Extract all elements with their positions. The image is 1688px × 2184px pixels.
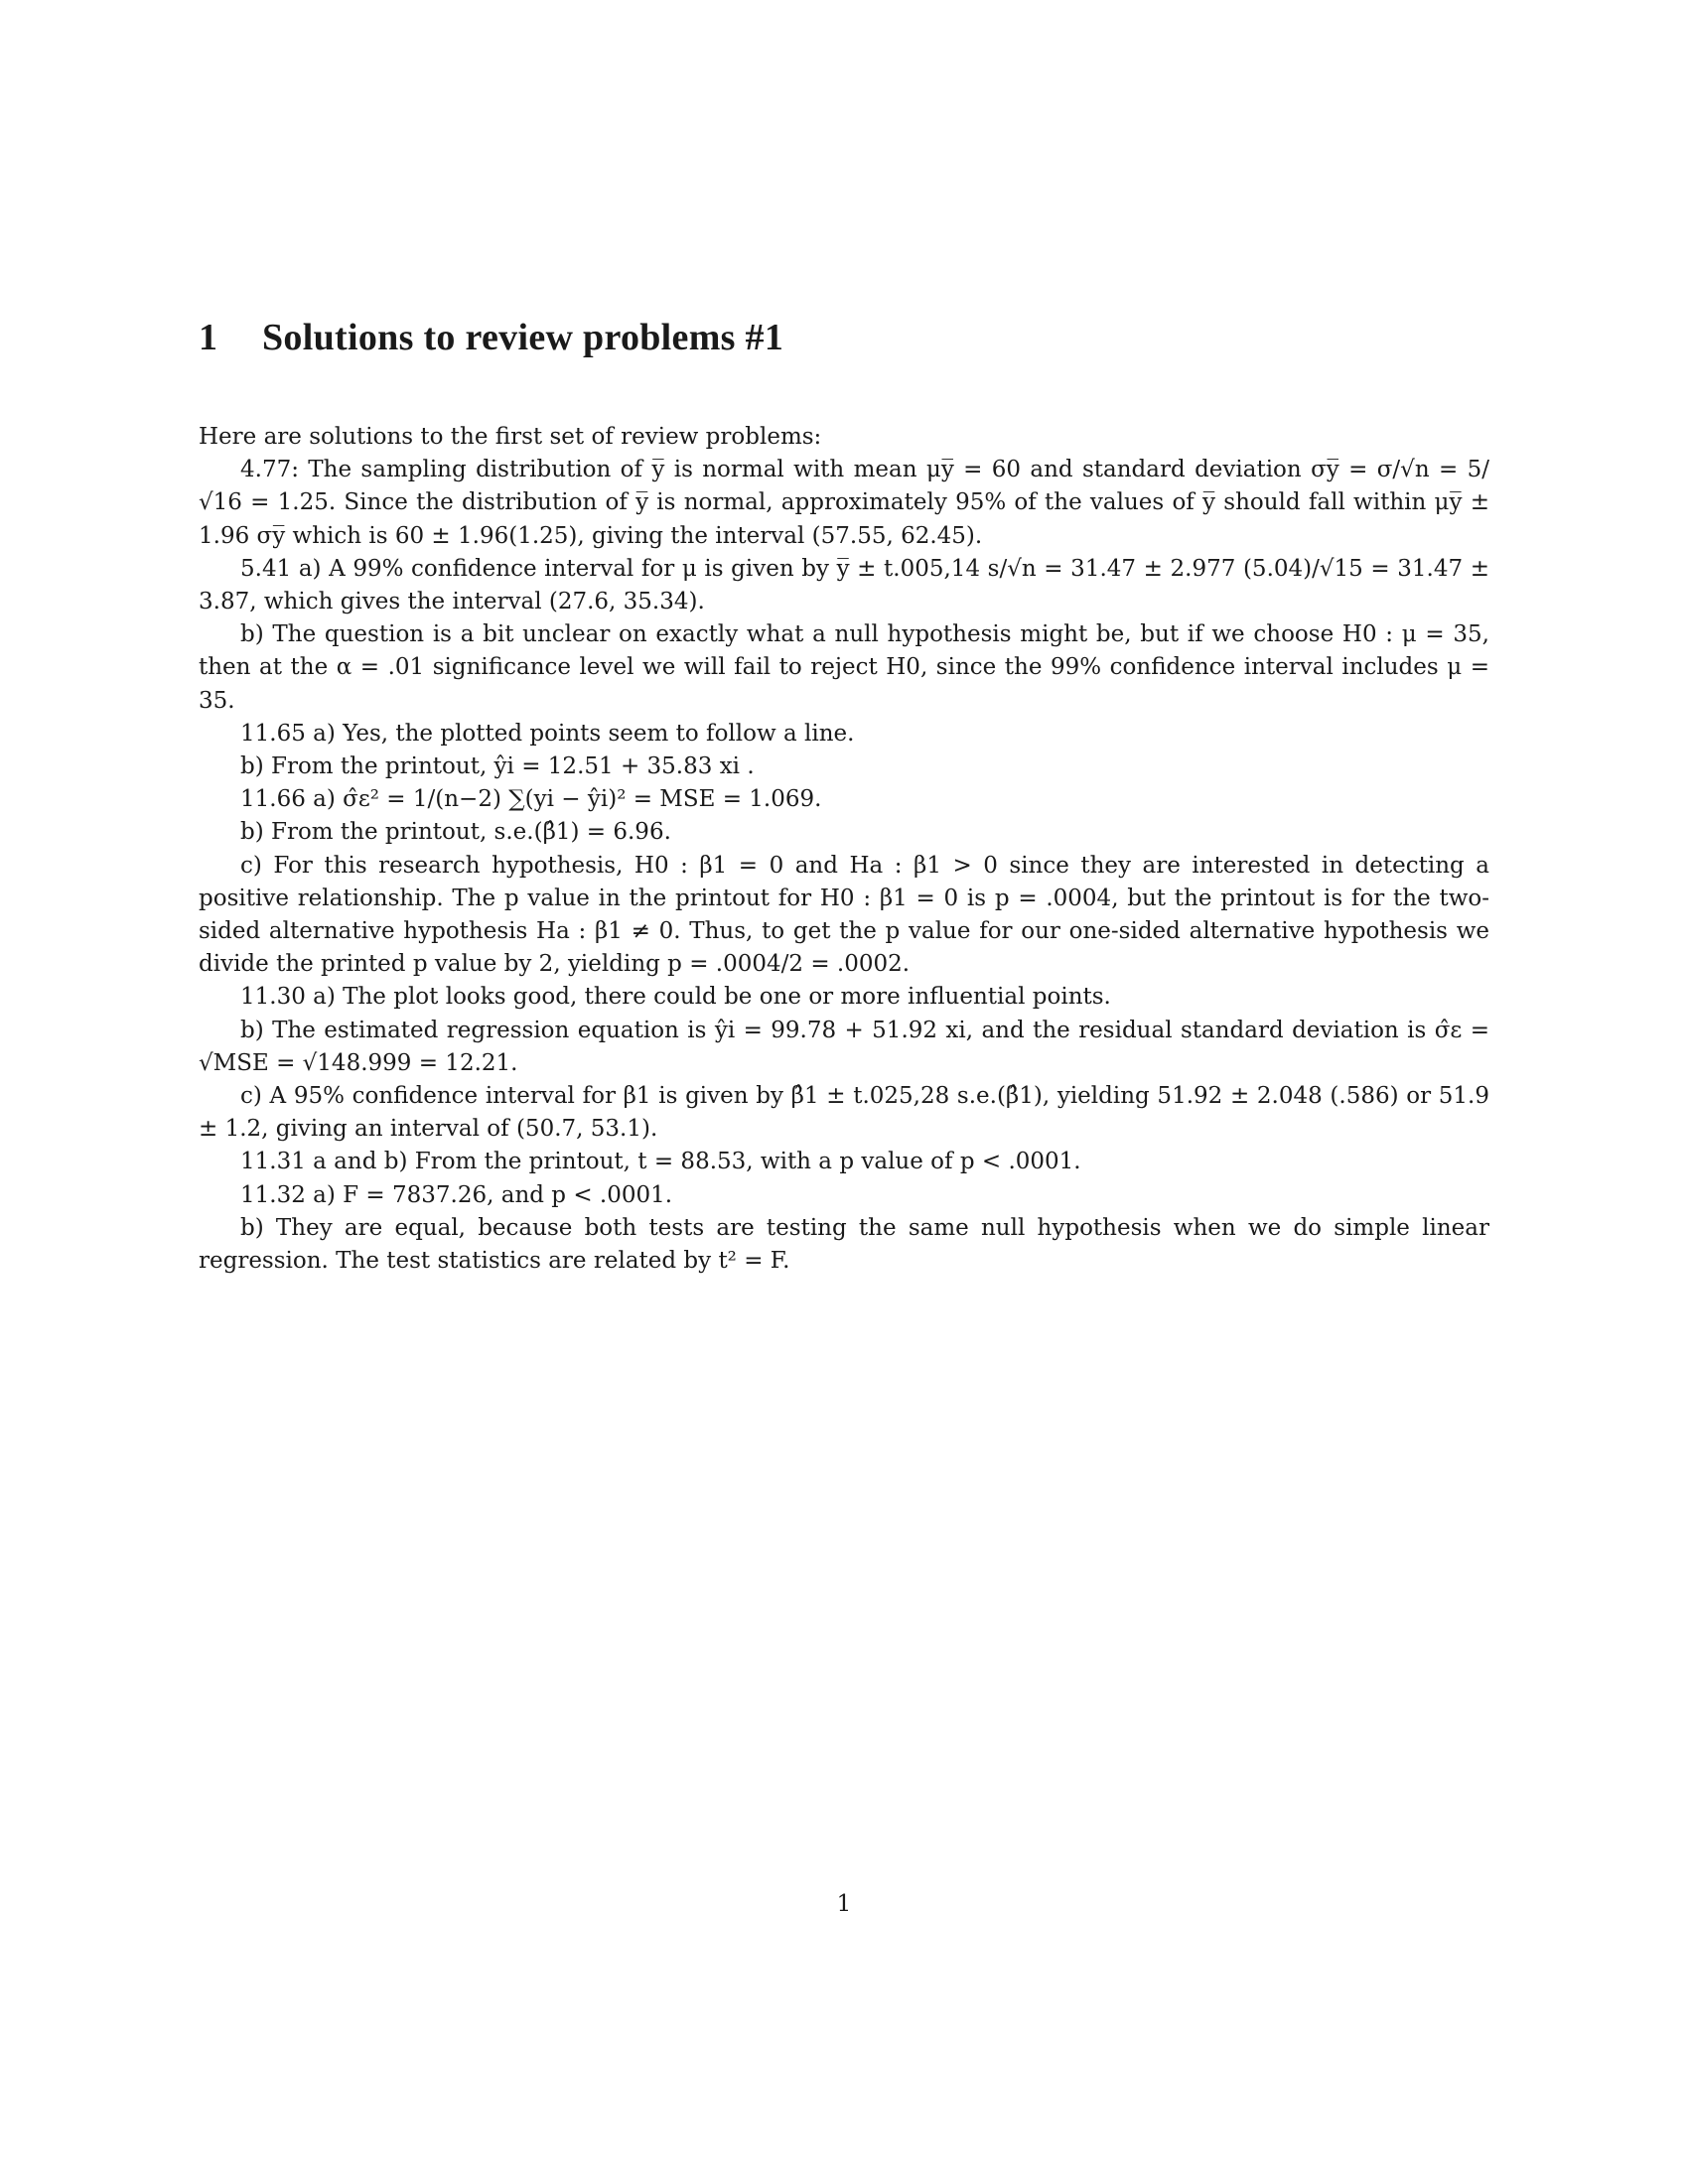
solution-11-66-a: 11.66 a) σ̂ε² = 1/(n−2) ∑(yi − ŷi)² = MSE = 1.069.	[240, 786, 822, 813]
solution-11-32-a: 11.32 a) F = 7837.26, and p < .0001.	[240, 1181, 673, 1208]
solution-11-31: 11.31 a and b) From the printout, t = 88.53, with a p value of p < .0001.	[240, 1149, 1081, 1175]
solution-5-41-b: b) The question is a bit unclear on exactly what a null hypothesis might be, but if we choose H0 : μ = 35, then at the α = .01 significance level we will fail to reject H0, since the 99% confidence interval includes μ = 35.	[199, 621, 1489, 714]
solutions-body	[199, 421, 1489, 1278]
section-heading	[199, 316, 783, 359]
section-title: Solutions to review problems #1	[262, 317, 784, 358]
solution-11-66-c: c) For this research hypothesis, H0 : β1 = 0 and Ha : β1 > 0 since they are interested in detecting a positive relationship. The p value in the printout for H0 : β1 = 0 is p = .0004, but the printout is for the two-sided alternative hypothesis Ha : β1 ≠ 0. Thus, to get the p value for our one-sided alternative hypothesis we divide the printed p value by 2, yielding p = .0004/2 = .0002.	[199, 852, 1489, 978]
solution-11-65-b: b) From the printout, ŷi = 12.51 + 35.83 xi .	[240, 753, 755, 780]
section-number: 1	[199, 317, 218, 358]
solution-11-30-c: c) A 95% confidence interval for β1 is given by β̂1 ± t.025,28 s.e.(β̂1), yielding 51.92 ± 2.048 (.586) or 51.9 ± 1.2, giving an interval of (50.7, 53.1).	[199, 1083, 1489, 1143]
solution-11-65-a: 11.65 a) Yes, the plotted points seem to follow a line.	[240, 720, 855, 747]
solution-11-30-b: b) The estimated regression equation is ŷi = 99.78 + 51.92 xi, and the residual standard deviation is σ̂ε = √MSE = √148.999 = 12.21.	[199, 1017, 1489, 1076]
solution-11-66-b: b) From the printout, s.e.(β̂1) = 6.96.	[240, 819, 671, 846]
solution-11-32-b: b) They are equal, because both tests are testing the same null hypothesis when we do simple linear regression. The test statistics are related by t² = F.	[199, 1214, 1489, 1275]
solution-5-41-a: 5.41 a) A 99% confidence interval for μ is given by y̅ ± t.005,14 s/√n = 31.47 ± 2.977 (5.04)/√15 = 31.47 ± 3.87, which gives the interval (27.6, 35.34).	[199, 555, 1489, 615]
page-number: 1	[836, 1891, 852, 1917]
intro-paragraph: Here are solutions to the first set of review problems:	[199, 424, 822, 450]
solution-11-30-a: 11.30 a) The plot looks good, there could be one or more influential points.	[240, 984, 1111, 1011]
solution-4-77: 4.77: The sampling distribution of y̅ is normal with mean μy̅ = 60 and standard deviation σy̅ = σ/√n = 5/√16 = 1.25. Since the distribution of y̅ is normal, approximately 95% of the values of y̅ should fall within μy̅ ± 1.96 σy̅ which is 60 ± 1.96(1.25), giving the interval (57.55, 62.45).	[199, 457, 1489, 549]
